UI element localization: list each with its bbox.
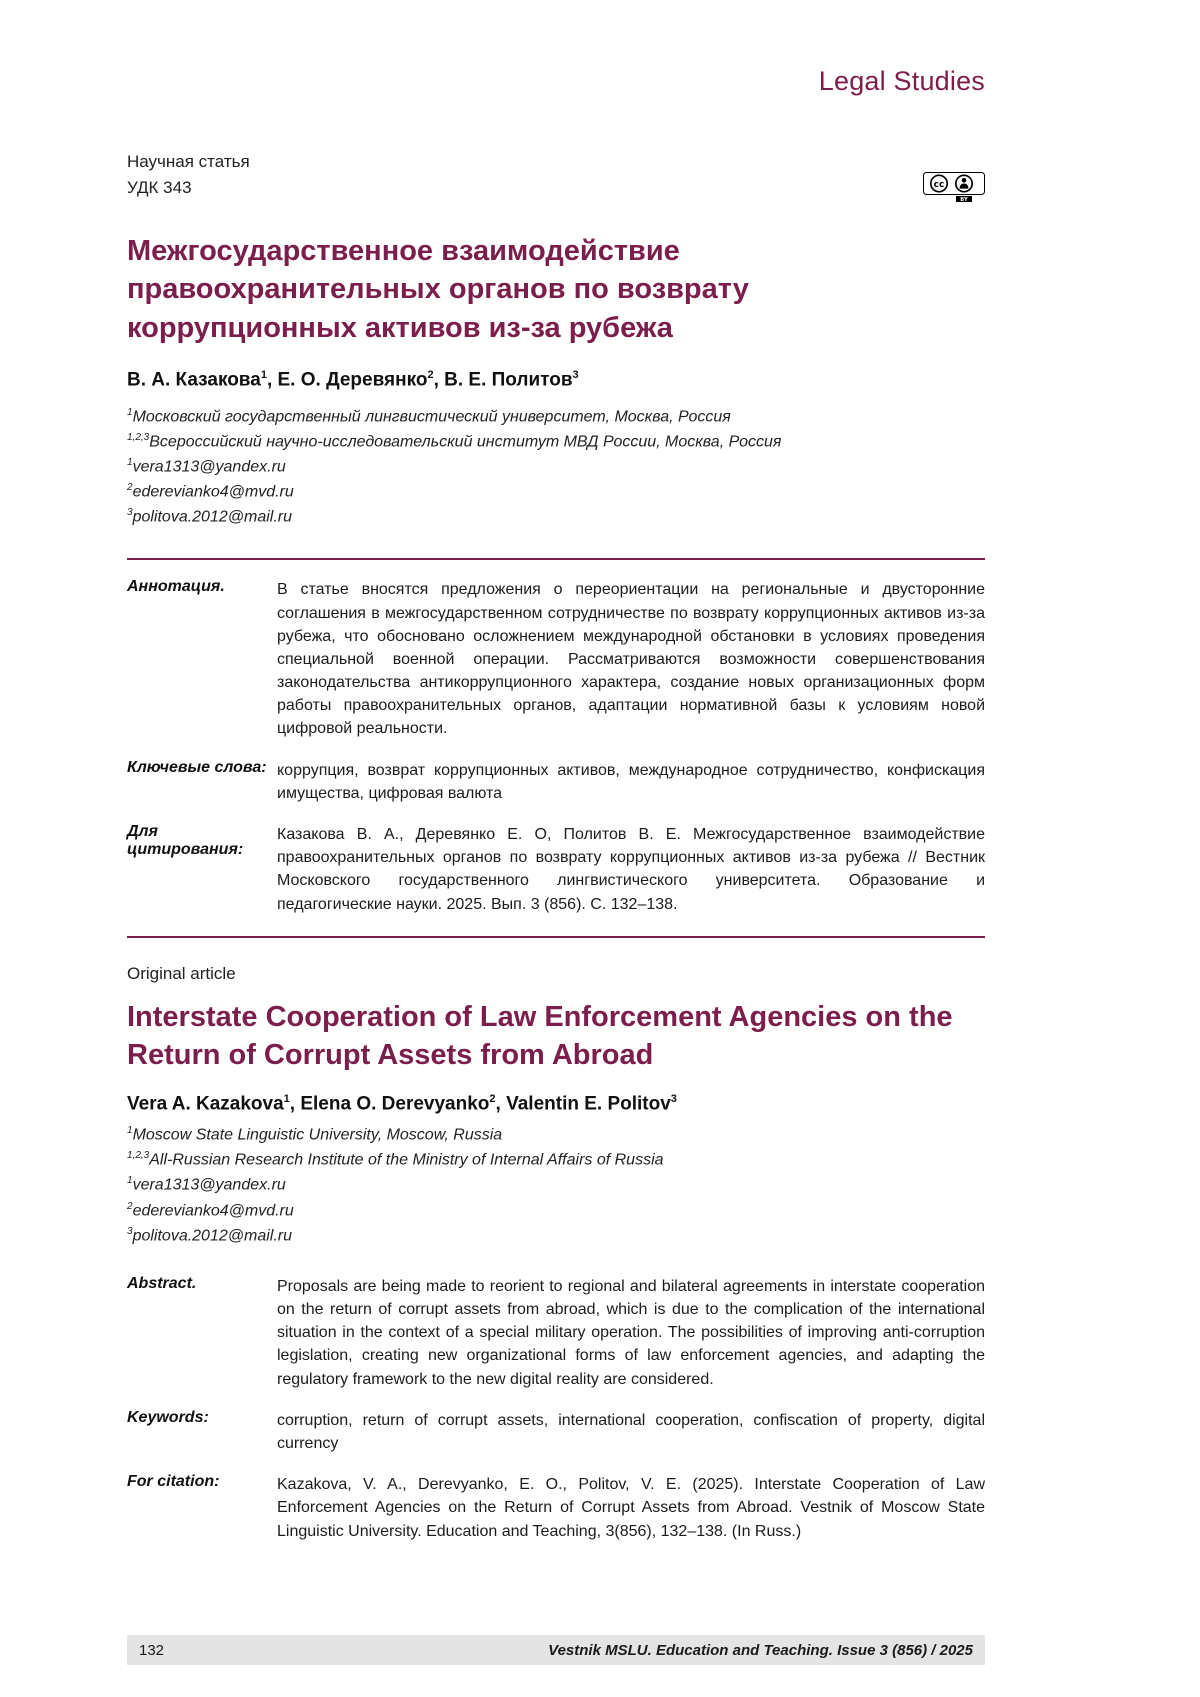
section-label: Legal Studies bbox=[818, 66, 985, 96]
email-sup: 2 bbox=[127, 1200, 133, 1212]
ru-keywords-label: Ключевые слова: bbox=[127, 758, 267, 776]
email-sup: 3 bbox=[127, 507, 133, 519]
author-name: Vera A. Kazakova bbox=[127, 1093, 284, 1115]
ru-citation-row bbox=[127, 823, 985, 916]
en-affiliations-block bbox=[127, 1123, 985, 1249]
affiliation-line bbox=[127, 405, 985, 430]
author-sup: 2 bbox=[489, 1092, 496, 1105]
en-keywords-row bbox=[127, 1409, 985, 1455]
email-line bbox=[127, 1199, 985, 1224]
email-sup: 2 bbox=[127, 482, 133, 494]
ru-citation-label: Для цитирования: bbox=[127, 823, 244, 859]
author-name: В. А. Казакова bbox=[127, 369, 261, 391]
author-sup: 1 bbox=[283, 1092, 290, 1105]
email-sup: 1 bbox=[127, 1175, 133, 1187]
cc-by-license-icon bbox=[923, 172, 985, 202]
affiliation-text: All-Russian Research Institute of the Ministry of Internal Affairs of Russia bbox=[149, 1151, 664, 1169]
affiliation-sup: 1,2,3 bbox=[127, 1150, 150, 1162]
ru-article-title: Межгосударственное взаимодействие правоохранительных органов по возврату коррупционных активов из-за рубежа bbox=[127, 234, 749, 344]
udc-code: УДК 343 bbox=[127, 178, 192, 198]
author-name: Elena O. Derevyanko bbox=[300, 1093, 490, 1115]
author-sup: 3 bbox=[572, 369, 579, 382]
email-line bbox=[127, 1173, 985, 1198]
divider-top bbox=[127, 558, 985, 560]
email-text: ederevianko4@mvd.ru bbox=[132, 483, 294, 501]
footer-bar bbox=[127, 1635, 985, 1665]
article-type-row bbox=[127, 149, 985, 202]
page-number: 132 bbox=[139, 1641, 165, 1659]
en-citation-label: For citation: bbox=[127, 1473, 220, 1491]
affiliation-line bbox=[127, 430, 985, 455]
en-authors-line bbox=[127, 1093, 985, 1115]
email-text: vera1313@yandex.ru bbox=[132, 458, 286, 476]
en-abstract-row bbox=[127, 1275, 985, 1391]
ru-keywords-text: коррупция, возврат коррупционных активов, международное сотрудничество, конфискация имущества, цифровая валюта bbox=[277, 761, 985, 802]
email-line bbox=[127, 1224, 985, 1249]
author-sup: 1 bbox=[260, 369, 267, 382]
svg-text:cc: cc bbox=[933, 179, 945, 190]
email-text: politova.2012@mail.ru bbox=[132, 1227, 292, 1245]
author-separator: , bbox=[495, 1093, 507, 1115]
en-citation-text: Kazakova, V. A., Derevyanko, E. O., Politov, V. E. (2025). Interstate Cooperation of Law Enforcement Agencies on the Return of Corrupt Assets from Abroad. Vestnik of Moscow State Linguistic University. Education and Teaching, 3(856), 132–138. (In Russ.) bbox=[277, 1476, 985, 1540]
ru-authors-line bbox=[127, 369, 985, 391]
affiliation-sup: 1,2,3 bbox=[127, 431, 150, 443]
en-abstract-label: Abstract. bbox=[127, 1274, 197, 1292]
affiliation-sup: 1 bbox=[127, 1125, 133, 1137]
email-sup: 1 bbox=[127, 456, 133, 468]
ru-keywords-row bbox=[127, 759, 985, 805]
ru-abstract-label: Аннотация. bbox=[127, 578, 225, 596]
ru-affiliations-block bbox=[127, 405, 985, 531]
author-name: Е. О. Деревянко bbox=[277, 369, 428, 391]
email-sup: 3 bbox=[127, 1225, 133, 1237]
affiliation-text: Всероссийский научно-исследовательский институт МВД России, Москва, Россия bbox=[149, 433, 782, 451]
svg-text:BY: BY bbox=[960, 196, 968, 202]
affiliation-line bbox=[127, 1123, 985, 1148]
affiliation-text: Moscow State Linguistic University, Moscow, Russia bbox=[132, 1126, 503, 1144]
en-keywords-label: Keywords: bbox=[127, 1408, 209, 1426]
affiliation-sup: 1 bbox=[127, 406, 133, 418]
ru-meta-block bbox=[127, 578, 985, 915]
en-citation-row bbox=[127, 1473, 985, 1543]
email-line bbox=[127, 455, 985, 480]
affiliation-text: Московский государственный лингвистический университет, Москва, Россия bbox=[132, 408, 731, 426]
en-abstract-text: Proposals are being made to reorient to regional and bilateral agreements in interstate cooperation on the return of corrupt assets from abroad, which is due to the complication of the international situation in the context of a special military operation. The possibilities of improving anti-corruption legislation, creating new organizational forms of law enforcement agencies, and adapting the regulatory framework to the new digital reality are considered. bbox=[277, 1277, 985, 1388]
affiliation-line bbox=[127, 1148, 985, 1173]
author-sup: 3 bbox=[670, 1092, 677, 1105]
ru-article-type: Научная статья bbox=[127, 152, 250, 171]
author-name: Valentin E. Politov bbox=[506, 1093, 671, 1115]
author-separator: , bbox=[289, 1093, 301, 1115]
en-article-type: Original article bbox=[127, 963, 236, 983]
journal-info: Vestnik MSLU. Education and Teaching. Issue 3 (856) / 2025 bbox=[548, 1641, 973, 1659]
author-sup: 2 bbox=[427, 369, 434, 382]
email-text: ederevianko4@mvd.ru bbox=[132, 1201, 294, 1219]
en-article-title: Interstate Cooperation of Law Enforcement Agencies on the Return of Corrupt Assets from Abroad bbox=[127, 1000, 953, 1072]
ru-abstract-row bbox=[127, 578, 985, 740]
email-line bbox=[127, 505, 985, 530]
ru-article-type-block bbox=[127, 149, 250, 202]
divider-middle bbox=[127, 936, 985, 938]
email-text: vera1313@yandex.ru bbox=[132, 1176, 286, 1194]
email-text: politova.2012@mail.ru bbox=[132, 508, 292, 526]
author-name: В. Е. Политов bbox=[444, 369, 573, 391]
email-line bbox=[127, 480, 985, 505]
en-keywords-text: corruption, return of corrupt assets, international cooperation, confiscation of property, digital currency bbox=[277, 1411, 985, 1452]
en-meta-block bbox=[127, 1275, 985, 1543]
author-separator: , bbox=[266, 369, 278, 391]
ru-citation-text: Казакова В. А., Деревянко Е. О, Политов В. Е. Межгосударственное взаимодействие правоохранительных органов по возврату коррупционных активов из-за рубежа // Вестник Московского государственного лингвистического университета. Образование и педагогические науки. 2025. Вып. 3 (856). С. 132–138. bbox=[277, 826, 985, 913]
author-separator: , bbox=[433, 369, 445, 391]
ru-abstract-text: В статье вносятся предложения о переориентации на региональные и двусторонние соглашения в межгосударственном сотрудничестве по возврату коррупционных активов из-за рубежа, что обосновано осложнением международной обстановки в условиях проведения специальной военной операции. Рассматриваются возможности совершенствования законодательства антикоррупционного характера, создание новых организационных форм работы правоохранительных органов, адаптации нормативной базы к условиям новой цифровой реальности. bbox=[277, 581, 985, 738]
